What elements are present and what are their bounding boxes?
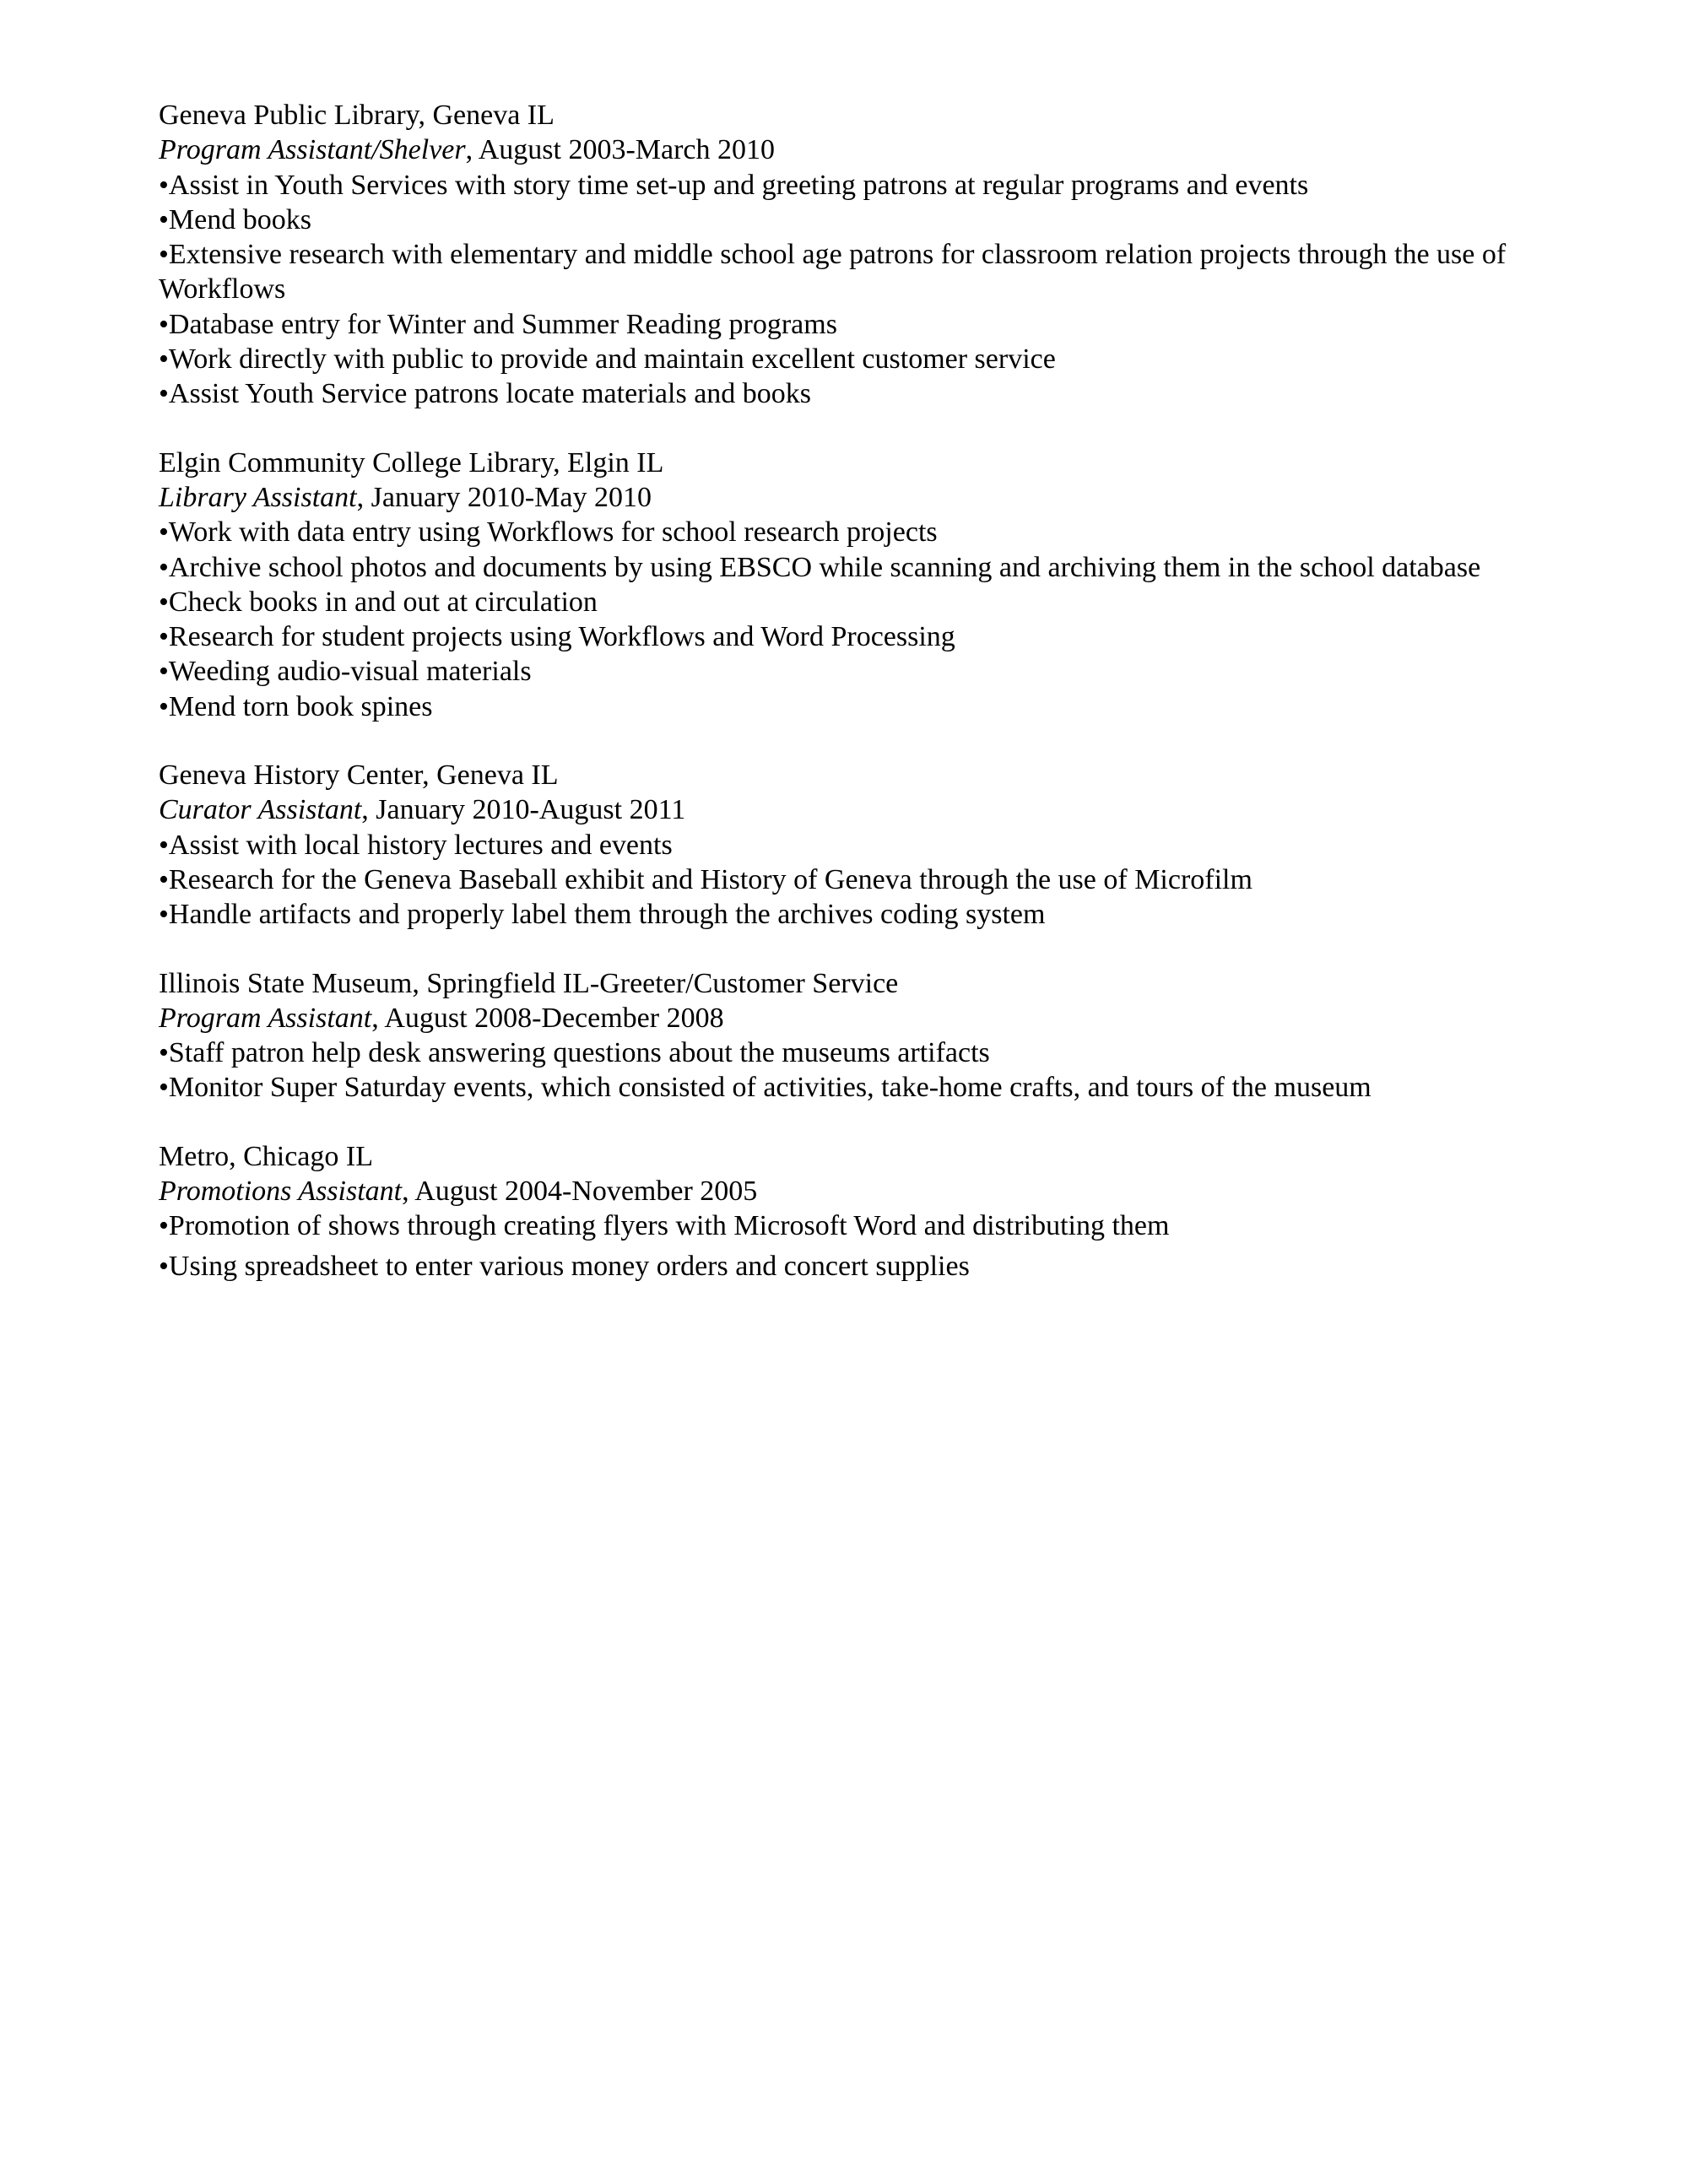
duty-item: •Promotion of shows through creating flyers with Microsoft Word and distributing them [159, 1210, 1170, 1242]
position-line [159, 480, 1593, 515]
duty-item: •Staff patron help desk answering questions about the museums artifacts [159, 1037, 990, 1069]
employer-name: Elgin Community College Library, Elgin IL [159, 446, 664, 478]
job-entry-illinois-state-museum [159, 966, 1593, 1106]
duty-item: •Mend torn book spines [159, 690, 433, 722]
job-entry-geneva-public-library [159, 98, 1593, 412]
duty-item: •Research for the Geneva Baseball exhibit and History of Geneva through the use of Microfilm [159, 863, 1252, 895]
resume-page [159, 98, 1593, 1284]
position-dates: , January 2010-August 2011 [361, 794, 686, 826]
duty-item: •Database entry for Winter and Summer Reading programs [159, 308, 837, 340]
duty-item: •Monitor Super Saturday events, which consisted of activities, take-home crafts, and tours of the museum [159, 1072, 1372, 1104]
position-dates: , August 2004-November 2005 [402, 1176, 758, 1208]
duty-item: •Extensive research with elementary and middle school age patrons for classroom relation projects through the use of Workflows [159, 239, 1507, 305]
duty-item: •Check books in and out at circulation [159, 586, 598, 618]
position-title: Program Assistant/Shelver [159, 134, 466, 166]
position-title: Promotions Assistant [159, 1176, 403, 1208]
position-line [159, 792, 1593, 827]
duties-list [159, 828, 1593, 933]
job-entry-elgin-community-college [159, 446, 1593, 724]
position-dates: , August 2008-December 2008 [371, 1002, 724, 1034]
duties-list [159, 515, 1593, 724]
position-line [159, 1174, 1593, 1208]
position-title: Curator Assistant [159, 794, 362, 826]
duty-item: •Assist in Youth Services with story time set-up and greeting patrons at regular programs and events [159, 169, 1309, 201]
position-title: Program Assistant [159, 1002, 372, 1034]
employer-name: Illinois State Museum, Springfield IL-Greeter/Customer Service [159, 967, 899, 999]
duty-item: •Mend books [159, 203, 311, 235]
job-entry-metro-chicago [159, 1139, 1593, 1284]
duty-item: •Using spreadsheet to enter various money orders and concert supplies [159, 1250, 970, 1282]
duties-list [159, 168, 1593, 412]
duty-item: •Handle artifacts and properly label them through the archives coding system [159, 899, 1046, 931]
position-line [159, 1001, 1593, 1035]
duty-item: •Work with data entry using Workflows for school research projects [159, 516, 938, 549]
duty-item: •Weeding audio-visual materials [159, 656, 532, 688]
employer-name: Geneva History Center, Geneva IL [159, 760, 559, 792]
position-line [159, 132, 1593, 167]
position-dates: , January 2010-May 2010 [356, 481, 652, 513]
duty-item: •Assist with local history lectures and events [159, 829, 673, 861]
job-entry-geneva-history-center [159, 758, 1593, 932]
duty-item: •Assist Youth Service patrons locate materials and books [159, 378, 812, 410]
position-dates: , August 2003-March 2010 [465, 134, 776, 166]
employer-name: Geneva Public Library, Geneva IL [159, 100, 555, 131]
duties-list [159, 1208, 1593, 1284]
position-title: Library Assistant [159, 481, 357, 513]
duties-list [159, 1035, 1593, 1106]
duty-item: •Research for student projects using Workflows and Word Processing [159, 621, 955, 653]
duty-item: •Archive school photos and documents by using EBSCO while scanning and archiving them in the school database [159, 551, 1481, 583]
duty-item: •Work directly with public to provide and maintain excellent customer service [159, 343, 1056, 376]
employer-name: Metro, Chicago IL [159, 1140, 373, 1172]
